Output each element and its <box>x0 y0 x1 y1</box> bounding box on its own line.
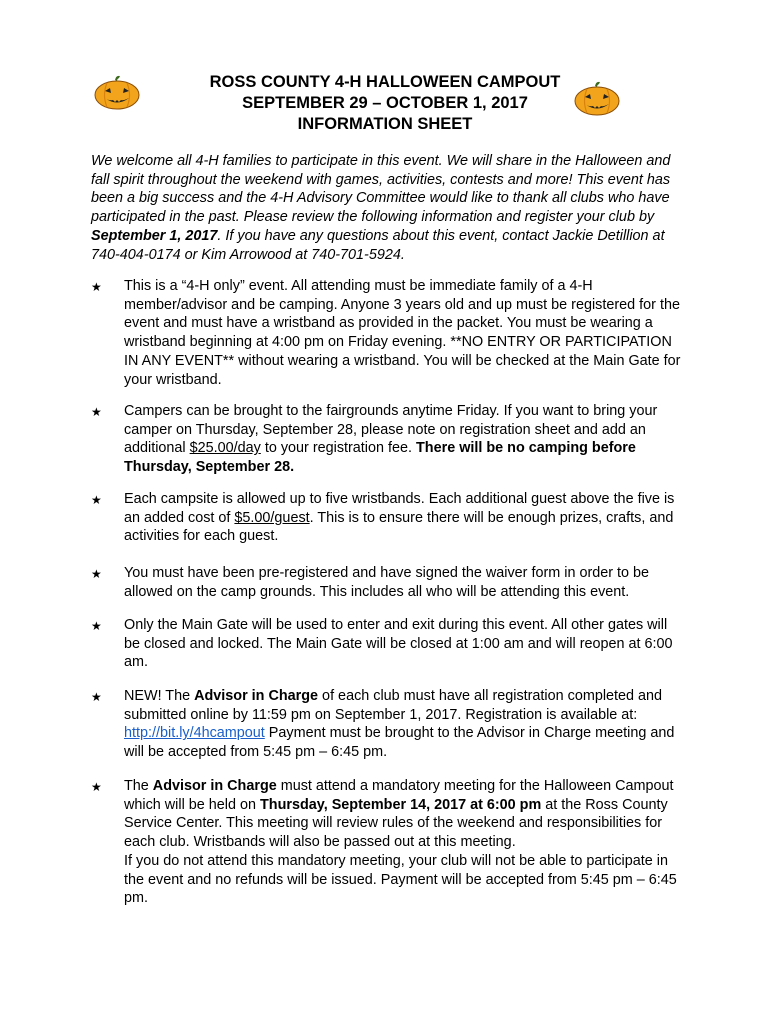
advisor-in-charge-label: Advisor in Charge <box>194 688 319 704</box>
star-icon: ★ <box>91 567 102 581</box>
bullet-6-part2: of each club must have all registration completed and submitted online by 11:59 pm on September 1, 2017. Registration is available at: <box>124 688 663 723</box>
title-line-1: ROSS COUNTY 4-H HALLOWEEN CAMPOUT <box>209 73 561 91</box>
pumpkin-icon-left <box>93 74 141 110</box>
star-icon: ★ <box>91 280 102 294</box>
bullet-7-part3: at the Ross County Service Center. This meeting will review rules of the weekend and responsibilities for each club. Wristbands will also be passed out at this meeting. <box>124 796 668 851</box>
document-header <box>150 72 620 135</box>
bullet-6-part3: Payment must be brought to the Advisor in Charge meeting and will be accepted from 5:45 pm – 6:45 pm. <box>124 725 675 761</box>
bullet-2-part2: to your registration fee. <box>260 440 417 457</box>
bullet-7-part1: The <box>124 778 153 794</box>
intro-paragraph <box>91 152 691 264</box>
bullet-text-6 <box>124 687 684 762</box>
bullet-6-part1: NEW! The <box>124 688 195 704</box>
bullet-text-3 <box>124 490 684 546</box>
intro-deadline: September 1, 2017 <box>91 227 218 244</box>
guest-fee: $5.00/guest <box>234 509 310 526</box>
meeting-date: Thursday, September 14, 2017 at 6:00 pm <box>260 796 542 813</box>
advisor-in-charge-label: Advisor in Charge <box>152 778 277 794</box>
registration-link[interactable]: http://bit.ly/4hcampout <box>124 725 265 742</box>
title-line-2: SEPTEMBER 29 – OCTOBER 1, 2017 <box>242 94 528 112</box>
star-icon: ★ <box>91 619 102 633</box>
star-icon: ★ <box>91 690 102 704</box>
bullet-text-4: You must have been pre-registered and have signed the waiver form in order to be allowed on the camp grounds. This includes all who will be attending this event. <box>124 565 650 600</box>
bullet-3-part1: Each campsite is allowed up to five wristbands. Each additional guest above the five is an added cost of <box>124 491 675 526</box>
bullet-text-5: Only the Main Gate will be used to enter and exit during this event. All other gates will be closed and locked. The Main Gate will be closed at 1:00 am and will reopen at 6:00 am. <box>124 617 673 671</box>
star-icon: ★ <box>91 405 102 419</box>
star-icon: ★ <box>91 780 102 794</box>
bullet-3-part2: . This is to ensure there will be enough prizes, crafts, and activities for each guest. <box>124 509 674 545</box>
bullet-7-part2: must attend a mandatory meeting for the Halloween Campout which will be held on <box>124 778 674 813</box>
bullet-text-2 <box>124 402 684 477</box>
bullet-7-part4: If you do not attend this mandatory meeting, your club will not be able to participate in the event and no refunds will be issued. Payment will be accepted from 5:45 pm – 6:45 pm. <box>124 852 677 907</box>
bullet-2-part1: Campers can be brought to the fairgrounds anytime Friday. If you want to bring your camper on Thursday, September 28, please note on registration sheet and add an additional <box>124 403 658 457</box>
bullet-text-7 <box>124 777 684 908</box>
title-line-3: INFORMATION SHEET <box>297 115 473 133</box>
intro-text-1: We welcome all 4-H families to participate in this event. We will share in the Halloween and fall spirit throughout the weekend with games, activities, contests and more! This event has been a big success and the 4-H Advisory Committee would like to thank all clubs who have participated in the past. Please review the following information and register your club by <box>91 153 671 226</box>
bullet-text-1: This is a “4-H only” event. All attending must be immediate family of a 4-H member/advisor and be camping. Anyone 3 years old and up must be registered for the event and must have a wristband as provided in the packet. You must be wearing a wristband beginning at 4:00 pm on Friday evening. **NO ENTRY OR PARTICIPATION IN ANY EVENT** without wearing a wristband. You will be checked at the Main Gate for your wristband. <box>124 278 681 388</box>
camping-fee: $25.00/day <box>189 440 261 457</box>
intro-text-2: . If you have any questions about this event, contact Jackie Detillion at 740-404-0174 or Kim Arrowood at 740-701-5924. <box>91 227 665 263</box>
no-camping-notice: There will be no camping before Thursday, September 28. <box>124 440 636 476</box>
star-icon: ★ <box>91 493 102 507</box>
